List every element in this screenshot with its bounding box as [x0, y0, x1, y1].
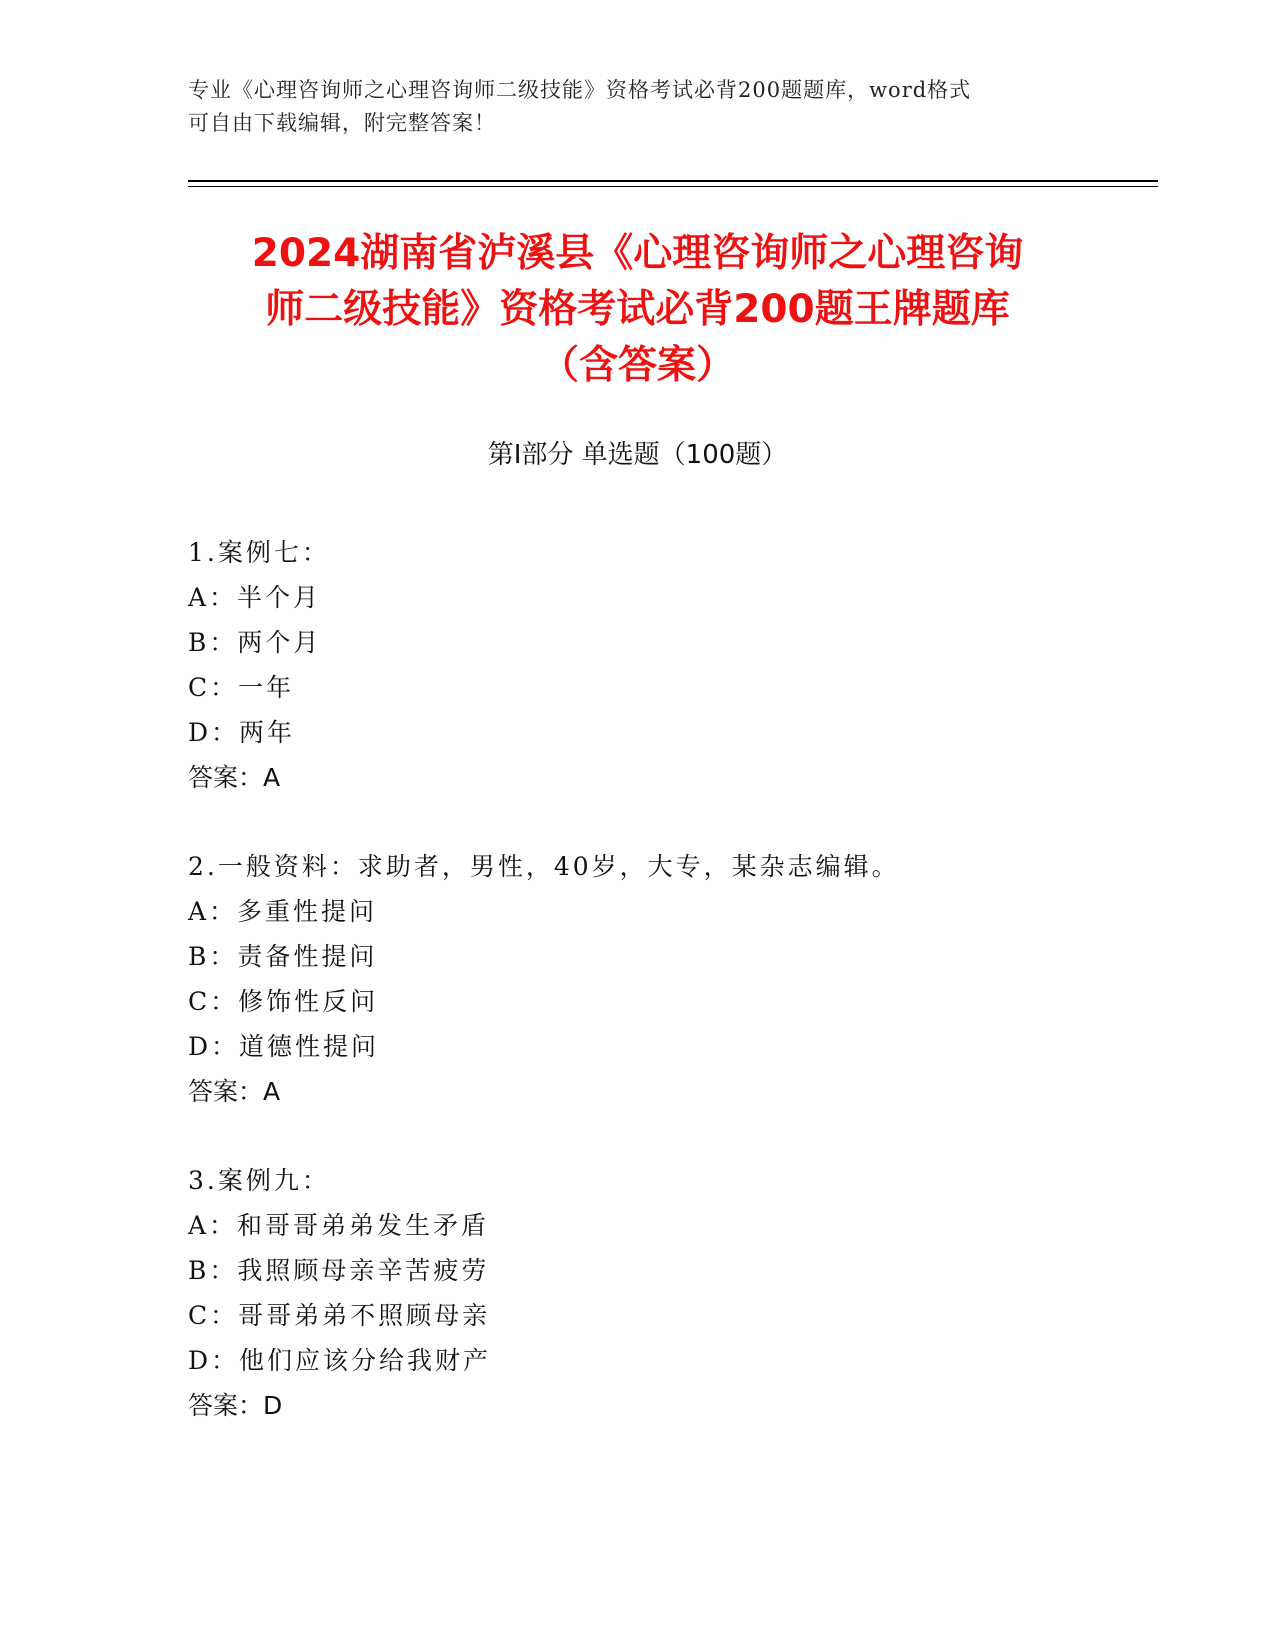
question-stem: 3.案例九： [188, 1166, 330, 1195]
answer: 答案：A [188, 1077, 281, 1106]
header-divider-thin [188, 186, 1158, 187]
header-note-line-2: 可自由下载编辑，附完整答案！ [188, 111, 496, 135]
question-stem: 1.案例七： [188, 538, 330, 567]
option-a: A：多重性提问 [188, 897, 378, 926]
option-c: C：一年 [188, 673, 295, 702]
document-title-line-3: （含答案） [539, 343, 735, 388]
option-a: A：半个月 [188, 583, 322, 612]
option-d: D：他们应该分给我财产 [188, 1346, 492, 1375]
header-note [188, 74, 1088, 140]
question-1 [188, 530, 1148, 800]
option-d: D：两年 [188, 718, 296, 747]
option-b: B：我照顾母亲辛苦疲劳 [188, 1256, 490, 1285]
answer: 答案：A [188, 763, 281, 792]
question-stem: 2.一般资料：求助者，男性，40岁，大专，某杂志编辑。 [188, 852, 900, 881]
question-2 [188, 844, 1148, 1114]
header-note-line-1: 专业《心理咨询师之心理咨询师二级技能》资格考试必背200题题库，word格式 [188, 78, 972, 102]
document-title-line-1: 2024湖南省泸溪县《心理咨询师之心理咨询 [251, 231, 1024, 276]
document-title-line-2: 师二级技能》资格考试必背200题王牌题库 [265, 287, 1010, 332]
option-b: B：两个月 [188, 628, 322, 657]
section-heading: 第I部分 单选题（100题） [487, 440, 788, 470]
question-3 [188, 1158, 1148, 1428]
option-b: B：责备性提问 [188, 942, 378, 971]
option-c: C：修饰性反问 [188, 987, 379, 1016]
answer: 答案：D [188, 1391, 283, 1420]
option-a: A：和哥哥弟弟发生矛盾 [188, 1211, 490, 1240]
option-c: C：哥哥弟弟不照顾母亲 [188, 1301, 491, 1330]
header-divider-thick [188, 180, 1158, 182]
option-d: D：道德性提问 [188, 1032, 380, 1061]
document-title [150, 226, 1125, 394]
question-list [188, 530, 1148, 1472]
